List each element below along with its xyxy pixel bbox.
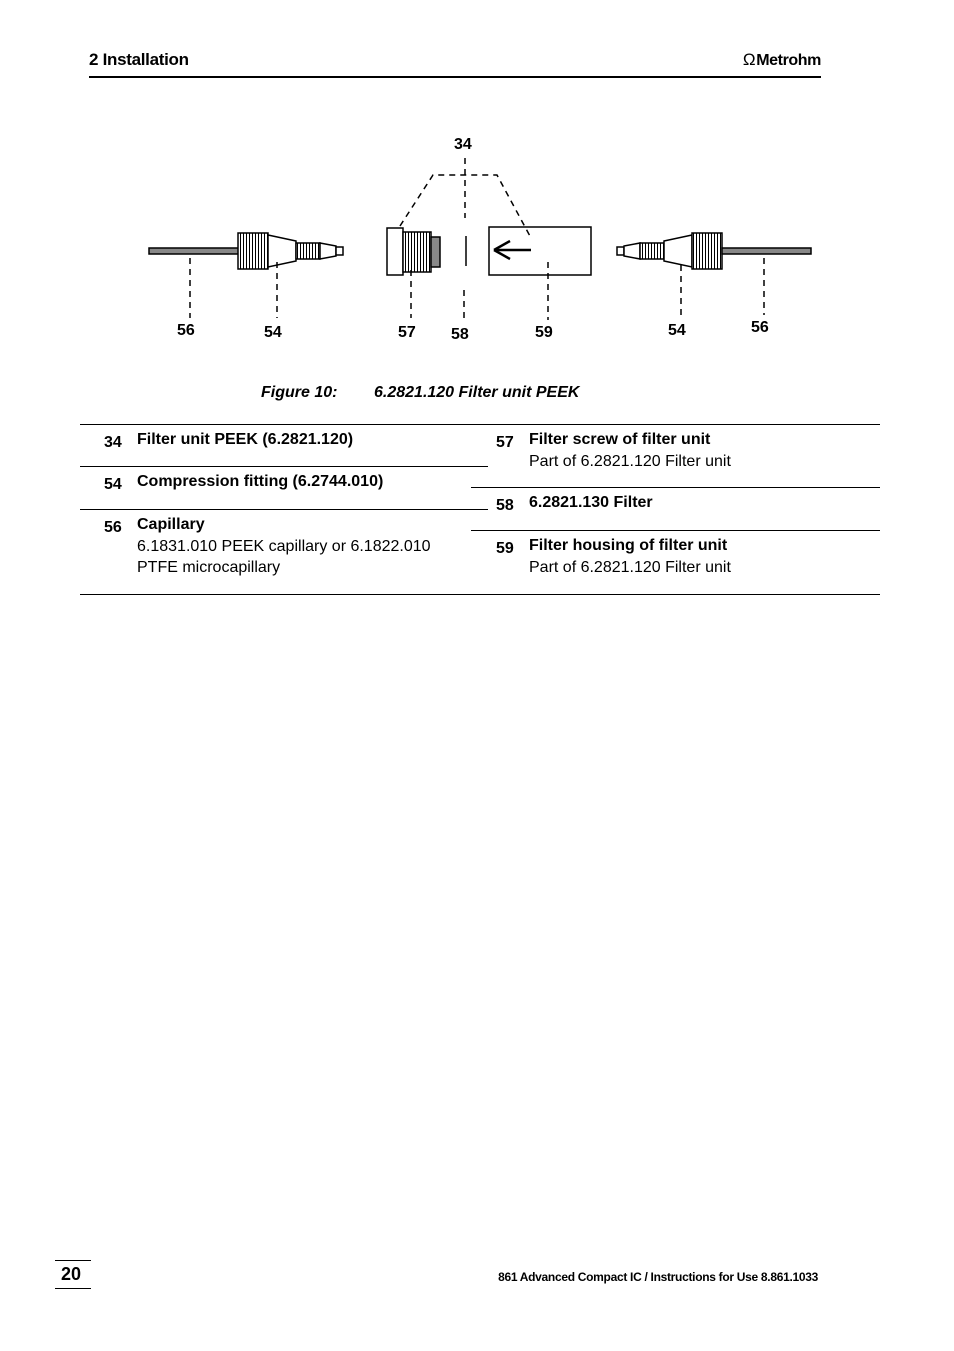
document-title: 861 Advanced Compact IC / Instructions for Use 8.861.1033	[498, 1270, 818, 1284]
legend-desc-line: PTFE microcapillary	[137, 559, 281, 576]
legend-title: Filter screw of filter unit	[529, 431, 711, 448]
legend-description: Part of 6.2821.120 Filter unit	[529, 559, 731, 576]
legend-number: 54	[104, 476, 122, 493]
legend-title: 6.2821.130 Filter	[529, 494, 653, 511]
legend-number: 56	[104, 519, 122, 536]
legend-divider	[80, 466, 488, 467]
legend-title: Compression fitting (6.2744.010)	[137, 473, 384, 490]
callout-54-right: 54	[668, 322, 686, 339]
callout-57: 57	[398, 324, 416, 341]
page-number-box	[55, 1260, 91, 1289]
legend-number: 59	[496, 540, 514, 557]
legend-top-rule	[80, 424, 880, 425]
callout-58: 58	[451, 326, 469, 343]
page-number: 20	[61, 1264, 82, 1284]
legend-desc-line: 6.1831.010 PEEK capillary or 6.1822.010	[137, 538, 431, 555]
legend-title: Filter housing of filter unit	[529, 537, 728, 554]
legend-divider	[471, 530, 880, 531]
legend-title: Capillary	[137, 516, 205, 533]
legend-number: 58	[496, 497, 514, 514]
legend-divider	[80, 509, 488, 510]
callout-56-left: 56	[177, 322, 195, 339]
legend-description: Part of 6.2821.120 Filter unit	[529, 453, 731, 470]
legend-divider	[471, 487, 880, 488]
legend-bottom-rule	[80, 594, 880, 595]
callout-34: 34	[454, 136, 472, 153]
legend-title: Filter unit PEEK (6.2821.120)	[137, 431, 354, 448]
legend-number: 34	[104, 434, 122, 451]
brand-name: Metrohm	[756, 52, 821, 69]
section-title: 2 Installation	[89, 50, 189, 69]
callout-59: 59	[535, 324, 553, 341]
legend-description	[137, 536, 431, 578]
omega-icon: Ω	[742, 50, 756, 69]
callout-56-right: 56	[751, 319, 769, 336]
caption-label: Figure 10:	[261, 384, 338, 401]
legend-number: 57	[496, 434, 514, 451]
caption-text: 6.2821.120 Filter unit PEEK	[374, 384, 580, 401]
callout-54-left: 54	[264, 324, 282, 341]
